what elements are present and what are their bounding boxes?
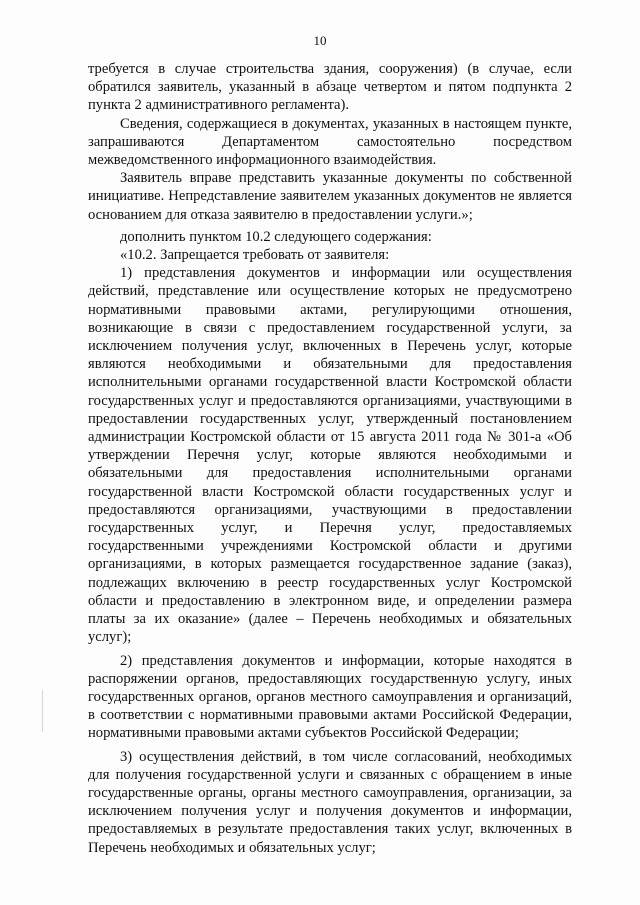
paragraph-item-2: 2) представления документов и информации, которые находятся в распоряжении органов, предоставляющих государственную услугу, иных государственных органов, органов местного самоуправления и организаций, в соответствии с нормативными правовыми актами Российской Федерации, нормативными правовыми актами субъектов Российской Федерации; xyxy=(88,652,572,742)
paragraph-information-request: Сведения, содержащиеся в документах, указанных в настоящем пункте, запрашиваются Департаментом самостоятельно посредством межведомственного информационного взаимодействия. xyxy=(88,115,572,169)
paragraph-item-3: 3) осуществления действий, в том числе согласований, необходимых для получения государственной услуги и связанных с обращением в иные государственные органы, органы местного самоуправления, организации, за исключением получения услуг и получения документов и информации, предоставляемых в результате предоставления таких услуг, включенных в Перечень необходимых и обязательных услуг; xyxy=(88,748,572,856)
page-number: 10 xyxy=(313,33,327,48)
document-body xyxy=(88,60,572,857)
paragraph-continuation: требуется в случае строительства здания, сооружения) (в случае, если обратился заявитель, указанный в абзаце четвертом и пятом подпункта 2 пункта 2 административного регламента). xyxy=(88,61,572,114)
paragraph-clause-10-2-heading: «10.2. Запрещается требовать от заявителя: xyxy=(120,247,390,264)
paragraph-item-1: 1) представления документов и информации или осуществления действий, представление или осуществление которых не предусмотрено нормативными правовыми актами, регулирующими отношения, возникающие в связи с предоставлением государственной услуги, за исключением получения услуг, включенных в Перечень услуг, которые являются необходимыми и обязательными для предоставления исполнительными органами государственной власти Костромской области государственных услуг и предоставляются организациями, участвующими в предоставлении государственных услуг, утвержденный постановлением администрации Костромской области от 15 августа 2011 года № 301-а «Об утверждении Перечня услуг, которые являются необходимыми и обязательными для предоставления исполнительными органами государственной власти Костромской области государственных услуг и предоставляются организациями, участвующими в предоставлении государственных услуг, и Перечня услуг, предоставляемых государственными учреждениями Костромской области и другими организациями, в которых размещается государственное задание (заказ), подлежащих включению в реестр государственных услуг Костромской области и предоставлению в электронном виде, и определении размера платы за их оказание» (далее – Перечень необходимых и обязательных услуг); xyxy=(88,265,572,646)
scan-margin-mark xyxy=(42,690,43,732)
paragraph-applicant-right: Заявитель вправе представить указанные документы по собственной инициативе. Непредставление заявителем указанных документов не является основанием для отказа заявителю в предоставлении услуги.»; xyxy=(88,170,572,223)
paragraph-amendment-intro: дополнить пунктом 10.2 следующего содержания: xyxy=(120,228,432,245)
